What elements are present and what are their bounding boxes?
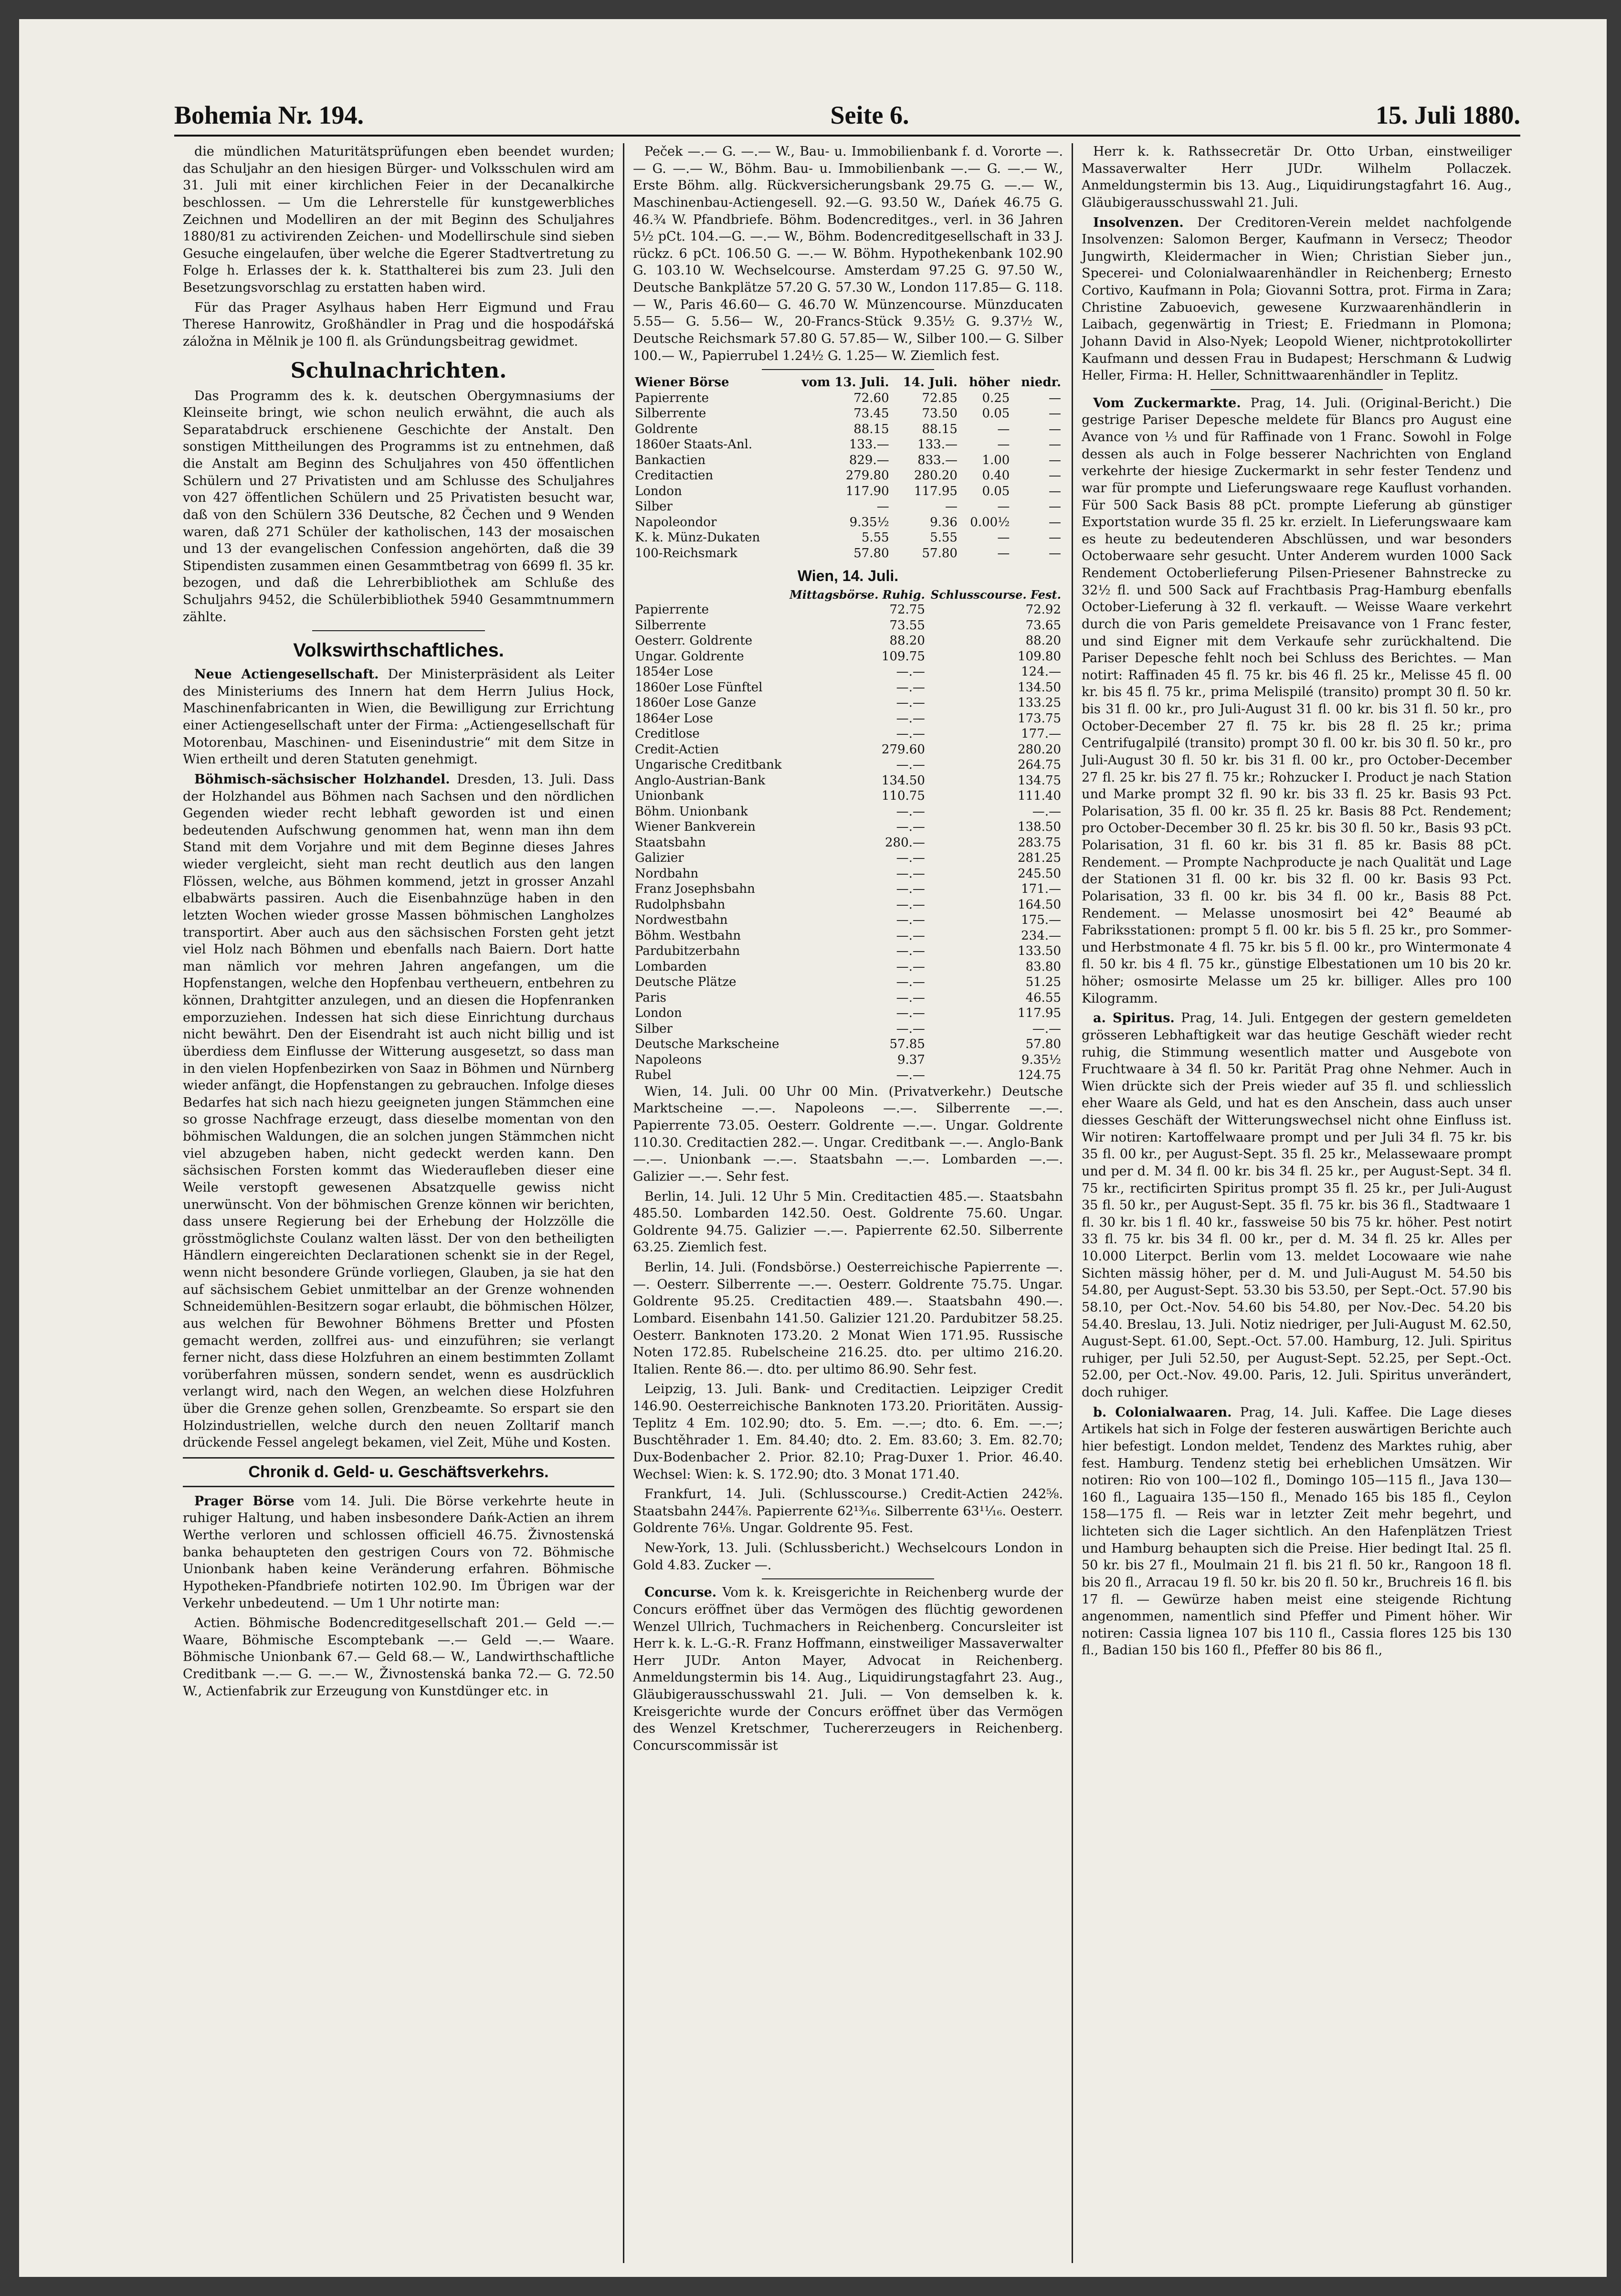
row-value: —.— (896, 1006, 925, 1021)
paragraph (1082, 214, 1512, 384)
table-row (633, 618, 1063, 634)
row-label: Papierrente (635, 391, 709, 405)
row-value: — (997, 422, 1010, 436)
table-row (633, 499, 1063, 515)
column-header: Mittagsbörse. Ruhig. (789, 588, 925, 602)
row-value: — (1049, 468, 1061, 483)
column-header: niedr. (1021, 375, 1061, 390)
row-value: 9.35½ (849, 515, 889, 529)
text: Dresden, 13. Juli. Dass der Holzhandel aus Böhmen nach Sachsen und den nördlichen Gegenden wieder recht lebhaft geworden ist und einen bedeutenden Aufschwung genommen hat, wenn man ihn dem Stand mit dem Vorjahre und mit dem Beginne dieses Jahres wieder vergleicht, sieht man recht deutlich aus den langen Flössen, welche, aus Böhmen kommend, jetzt in grosser Anzahl elbabwärts passiren. Auch die Eisenbahnzüge haben in den letzten Wochen wieder grosse Massen böhmischen Langholzes transportirt. Aber auch aus den sächsischen Forsten geht jetzt viel Holz nach Böhmen und ebenfalls nach Baiern. Dort hatte man nämlich vor mehren Jahren angefangen, um die Hopfenstangen, welche den Hopfenbau vertheuern, entbehren zu können, Drahtgitter anzulegen, und an diesen die Hopfenranken emporzuziehen. Indessen hat sich diese Einrichtung durchaus nicht bewährt. Den der Eisendraht ist auch nicht billig und ist überdiess dem Einflusse der Witterung ausgesetzt, so dass man in den vielen Hopfenbezirken von Saaz in Böhmen und Nürnberg wieder anfängt, die Hopfenstangen zu gebrauchen. Infolge dieses Bedarfes hat sich nach hiezu geeigneten jungen Stämmchen eine so grosse Nachfrage erzeugt, dass dieselbe momentan von den böhmischen Waldungen, die an solchen jungen Stämmchen nicht viel abzugeben haben, nicht gedeckt werden kann. Den sächsischen Forsten kommt das Wiederaufleben dieser eine Weile verstopft gewesenen Absatzquelle gewiss nicht unerwünscht. Von der böhmischen Grenze können wir berichten, dass unsere Regierung bei der Erhebung der Holzzölle die grösstmöglichste Coulanz walten lässt. Der von den betheiligten Händlern eingereichten Declarationen schenkt sie in der Regel, wenn nicht besondere Gründe vorliegen, Glauben, ja sie hat den auf sächsischem Gebiet unmittelbar an der Grenze wohnenden Schneidemühlen-Besitzern sogar erlaubt, die böhmischen Hölzer, aus welchen für Bewohner Böhmens Bretter und Pfosten gemacht werden, zollfrei aus- und einzuführen; sie verlangt ferner nicht, dass diese Holzfuhren an einem bestimmten Zollamt vorüberfahren müssen, sondern sendet, wenn es ausdrücklich verlangt wird, nach den Wegen, an welchen diese Holzfuhren über die Grenze gehen sollen, Grenzbeamte. So erspart sie den Holzindustriellen, welche durch den neuen Zolltarif manch drückende Fessel angelegt bekamen, viel Zeit, Mühe und Kosten. (183, 772, 614, 1450)
wien-title: Wien, 14. Juli. (797, 567, 899, 585)
table-row (633, 974, 1063, 990)
row-value: — (945, 499, 958, 514)
header-center: Seite 6. (830, 101, 909, 129)
row-value: 73.55 (889, 618, 925, 633)
row-label: Nordwestbahn (635, 913, 728, 928)
row-value: — (997, 499, 1010, 514)
row-value: 0.25 (982, 391, 1010, 405)
row-value: 134.50 (881, 773, 925, 788)
row-value: — (1049, 530, 1061, 545)
row-value: 72.60 (853, 391, 889, 405)
row-value: 117.95 (1018, 1006, 1061, 1021)
row-value: 173.75 (1018, 711, 1061, 726)
table-row (633, 437, 1063, 453)
text: Vom k. k. Kreisgerichte in Reichenberg wurde der Concurs eröffnet über das Vermögen des flüchtig gewordenen Wenzel Ullrich, Tuchmachers in Reichenberg. Concursleiter ist Herr k. k. L.-G.-R. Franz Hoffmann, einstweiliger Massaverwalter Herr JUDr. Anton Mayer, Advocat in Reichenberg. Anmeldungstermin bis 14. Aug., Liquidirungstagfahrt 23. Aug., Gläubigerausschusswahl 21. Juli. — Von demselben k. k. Kreisgerichte wurde der Concurs eröffnet über das Vermögen des Wenzel Kretschmer, Tuchererzeugers in Reichenberg. Concurscommissär ist (633, 1585, 1063, 1753)
row-value: 9.35½ (1021, 1052, 1061, 1067)
paragraph: Leipzig, 13. Juli. Bank- und Creditactien. Leipziger Credit 146.90. Oesterreichische Banknoten 173.20. Prioritäten. Aussig-Teplitz 4 Em. 102.90; dto. 5. Em. —.—; dto. 6. Em. —.—; Buschtěhrader 1. Em. 84.40; dto. 2. Em. 83.60; 3. Em. 82.70; Dux-Bodenbacher 2. Prior. 82.10; Prag-Duxer 1. Prior. 46.40. Wechsel: Wien: k. S. 172.90; dto. 3 Monat 171.40. (633, 1382, 1063, 1482)
row-value: —.— (1032, 1021, 1061, 1036)
table-row (633, 928, 1063, 944)
row-value: 9.36 (930, 515, 958, 529)
row-value: — (1049, 453, 1061, 467)
row-value: —.— (896, 804, 925, 819)
column-2 (623, 143, 1072, 2263)
row-value: 72.85 (922, 391, 958, 405)
column-header: vom 13. Juli. (801, 375, 889, 390)
row-value: —.— (896, 882, 925, 897)
row-value: —.— (896, 851, 925, 866)
row-value: 124.75 (1018, 1068, 1061, 1083)
row-value: 134.75 (1018, 773, 1061, 788)
row-value: —.— (896, 1021, 925, 1036)
row-value: 279.80 (845, 468, 889, 483)
paragraph: Berlin, 14. Juli. 12 Uhr 5 Min. Creditactien 485.—. Staatsbahn 485.50. Lombarden 142.50. Oest. Goldrente 75.60. Ungar. Goldrente 94.75. Galizier —.—. Papierrente 62.50. Silberrente 63.25. Ziemlich fest. (633, 1189, 1063, 1255)
row-value: 88.15 (853, 422, 889, 436)
paragraph (633, 1584, 1063, 1754)
row-value: 109.75 (881, 649, 925, 664)
divider (1210, 389, 1382, 390)
table-row (633, 453, 1063, 468)
row-value: 234.— (1021, 928, 1061, 943)
row-value: 280.20 (1018, 742, 1061, 757)
column-header: 14. Juli. (903, 375, 958, 390)
row-value: —.— (896, 959, 925, 974)
row-label: 1864er Lose (635, 711, 713, 726)
column-header: Schlusscourse. Fest. (930, 588, 1061, 602)
table-row (633, 835, 1063, 851)
row-value: —.— (896, 944, 925, 959)
row-value: 833.— (917, 453, 958, 467)
table-row (633, 726, 1063, 742)
paragraph: Actien. Böhmische Bodencreditgesellschaft 201.— Geld —.— Waare, Böhmische Escomptebank —.— Geld —.— Waare. Böhmische Unionbank 67.— Geld 68.— W., Landwirthschaftliche Creditbank —.— G. —.— W., Živnostenská banka 72.— G. 72.50 W., Actienfabrik zur Erzeugung von Kunstdünger etc. in (183, 1616, 614, 1699)
text: Prag, 14. Juli. Kaffee. Die Lage dieses Artikels hat sich in Folge der festeren auswärtigen Berichte auch hier befestigt. London meldet, Tendenz des Marktes ruhig, aber fest. Hamburg. Tendenz stetig bei erheblichen Umsätzen. Wir notiren: Rio von 100—102 fl., Domingo 105—115 fl., Java 130—160 fl., Laguaira 135—150 fl., Menado 165 bis 185 fl., Ceylon 158—175 fl. — Reis war in letzter Zeit mehr begehrt, und lichteten sich die Lager sichtlich. An den Hafenplätzen Triest und Hamburg behaupten sich die Preise. Hier bedingt Ital. 25 fl. 50 kr. bis 27 fl., Moulmain 21 fl. bis 21 fl. 50 kr., Rangoon 18 fl. bis 20 fl., Arracau 19 fl. 50 kr. bis 20 fl. 50 kr., Bruchreis 16 fl. bis 17 fl. — Gewürze haben meist eine steigende Richtung angenommen, namentlich sind Pfeffer und Piment höher. Wir notiren: Cassia lignea 107 bis 110 fl., Cassia flores 125 bis 130 fl., Badian 150 bis 160 fl., Pfeffer 80 bis 86 fl., (1082, 1405, 1512, 1658)
lead-insolvenzen: Insolvenzen. (1093, 215, 1184, 230)
row-label: Staatsbahn (635, 835, 706, 850)
row-value: — (997, 530, 1010, 545)
row-value: 109.80 (1018, 649, 1061, 664)
table-row (633, 819, 1063, 835)
row-value: 280.20 (914, 468, 958, 483)
row-value: —.— (896, 727, 925, 741)
table-row (633, 881, 1063, 897)
header-right: 15. Juli 1880. (1375, 101, 1520, 129)
row-value: 111.40 (1018, 789, 1061, 804)
row-value: 138.50 (1018, 820, 1061, 835)
lead-spiritus: a. Spiritus. (1093, 1011, 1175, 1026)
row-value: 280.— (885, 835, 925, 850)
row-label: Creditactien (635, 468, 714, 483)
row-value: —.— (896, 928, 925, 943)
table-row (633, 912, 1063, 928)
table-row (633, 406, 1063, 422)
row-value: 133.50 (1018, 944, 1061, 959)
row-value: — (1049, 406, 1061, 421)
paragraph (1082, 395, 1512, 1007)
table-row (633, 1068, 1063, 1083)
row-label: Unionbank (635, 789, 704, 804)
table-row (633, 602, 1063, 618)
row-label: Ungarische Creditbank (635, 758, 782, 772)
lead-concurse: Concurse. (644, 1585, 717, 1600)
row-label: 1860er Lose Ganze (635, 696, 757, 710)
row-value: 0.05 (982, 484, 1010, 498)
row-value: —.— (896, 696, 925, 710)
row-value: 133.— (849, 437, 889, 452)
table-row (633, 990, 1063, 1006)
table-row (633, 422, 1063, 437)
row-label: Silber (635, 499, 673, 514)
table-row (633, 546, 1063, 561)
column-1 (174, 143, 623, 2263)
text: Der Creditoren-Verein meldet nachfolgende Insolvenzen: Salomon Berger, Kaufmann in Versecz; Theodor Jungwirth, Kleidermacher in Wien; Christian Sieber jun., Specerei- und Colonialwaarenhändler in Reichenberg; Ernesto Cortivo, Kaufmann in Pola; Giovanni Sottra, prot. Firma in Zara; Christine Zabuoevich, gewesene Kurzwaarenhändlerin in Laibach, gegenwärtig in Triest; E. Friedmann in Plomona; Johann David in Also-Nyek; Leopold Wiener, nichtprotokollirter Kaufmann und dessen Frau in Budapest; Herschmann & Ludwig Heller, Firma: H. Heller, Schnittwaarenhändler in Teplitz. (1082, 215, 1512, 383)
row-label: 1854er Lose (635, 665, 713, 679)
row-value: 51.25 (1025, 975, 1061, 990)
text: Prag, 14. Juli. (Original-Bericht.) Die gestrige Pariser Depesche meldete für Blancs pro August eine Avance von ⅓ und für Raffinade von 1 Franc. Sowohl in Folge dessen als auch in Folge besserer Nachrichten von England verkehrte der hiesige Zuckermarkt in sehr fester Tendenz und war für prompte und Lieferungswaare rege Kauflust vorhanden. Für 500 Sack Basis 88 pCt. prompte Lieferung ab günstiger Exportstation wurde 35 fl. 25 kr. erzielt. In Lieferungswaare kam es heute zu bedeutenderen Abschlüssen, und war besonders Octoberwaare sehr gesucht. Unter Anderem wurden 1000 Sack Rendement Octoberlieferung Pilsen-Priesener Bahnstrecke zu 32½ fl. und 500 Sack auf Frachtbasis Prag-Hamburg ebenfalls October-Lieferung à 32 fl. verkauft. — Weisse Waare verkehrt durch die von Paris gemeldete Preisavance von 1 Franc fester, und sind Eigner mit dem Verkaufe sehr zurückhaltend. Die Pariser Depesche fehlt noch bei Schluss des Berichtes. — Man notirt: Raffinaden 45 fl. 75 kr. bis 46 fl. 25 kr., Melisse 45 fl. 00 kr. bis 45 fl. 75 kr., prima Melispilé (transito) prompt 30 fl. 50 kr. bis 31 fl. 00 kr., pro Juli-August 31 fl. 00 kr. bis 31 fl. 50 kr., pro October-December 27 fl. 75 kr. bis 28 fl. 25 kr.; prima Centrifugalpilé (transito) prompt 30 fl. 00 kr. bis 30 fl. 50 kr., pro Juli-August 30 fl. 50 kr. bis 31 fl. 00 kr., pro October-December 27 fl. 25 kr. bis 27 fl. 75 kr.; Rohzucker I. Product je nach Station und Marke prompt 32 fl. 90 kr. bis 33 fl. 25 kr. Basis 93 Pct. Polarisation, 35 fl. 00 kr. 35 fl. 25 kr. Basis 88 Pct. Rendement; pro October-December 30 fl. 25 kr. bis 30 fl. 50 kr., Basis 93 pCt. Polarisation, 31 fl. 60 kr. bis 31 fl. 85 kr. Basis 88 pCt. Rendement. — Prompte Nachproducte je nach Qualität und Lage der Stationen 31 fl. 00 kr. bis 32 fl. 00 kr. Basis 93 Pct. Polarisation, 33 fl. 00 kr. bis 34 fl. 00 kr., Basis 88 Pct. Rendement. — Melasse unosmosirt bei 42° Beaumé ab Fabriksstationen: prompt 5 fl. 00 kr. bis 5 fl. 25 kr., pro Sommer- und Herbstmonate 4 fl. 75 kr. bis 5 fl. 00 kr., pro Wintermonate 4 fl. 50 kr. bis 4 fl. 75 kr., günstige Elbestationen um 10 bis 20 kr. höher; osmosirte Melasse um 25 kr. billiger. Alles pro 100 Kilogramm. (1082, 395, 1512, 1006)
section-title-chronik: Chronik d. Geld- u. Geschäftsverkehrs. (183, 1457, 614, 1487)
lead-colonialwaaren: b. Colonialwaaren. (1093, 1405, 1232, 1420)
row-value: 57.80 (1025, 1037, 1061, 1052)
paragraph (183, 666, 614, 768)
table-row (633, 1052, 1063, 1068)
table-row (633, 897, 1063, 913)
row-value: 177.— (1021, 727, 1061, 741)
row-label: Pardubitzerbahn (635, 944, 740, 959)
column-header (633, 588, 786, 602)
paragraph (183, 771, 614, 1451)
text: Der Ministerpräsident als Leiter des Ministeriums des Innern hat dem Herrn Julius Hock, Maschinenfabricanten in Wien, die Bewilligung zur Errichtung einer Actiengesellschaft unter der Firma: „Actiengesellschaft für Motorenbau, Maschinen- und Eisenindustrie“ mit dem Sitze in Wien ertheilt und deren Statuten genehmigt. (183, 667, 614, 767)
row-value: 279.60 (881, 742, 925, 757)
row-value: —.— (896, 711, 925, 726)
table-row (633, 1021, 1063, 1037)
row-value: 46.55 (1025, 990, 1061, 1005)
lead-zuckermarkt: Vom Zuckermarkte. (1093, 395, 1241, 411)
row-label: Nordbahn (635, 866, 699, 881)
table-row (633, 391, 1063, 406)
row-value: 88.20 (889, 634, 925, 648)
table-row (633, 695, 1063, 711)
row-label: Anglo-Austrian-Bank (635, 773, 766, 788)
row-value: — (1049, 484, 1061, 498)
row-value: 57.85 (889, 1037, 925, 1052)
divider (762, 369, 934, 370)
row-value: 171.— (1021, 882, 1061, 897)
row-value: 83.80 (1025, 959, 1061, 974)
row-value: 281.25 (1018, 851, 1061, 866)
table-row (633, 742, 1063, 758)
text: Prag, 14. Juli. Entgegen der gestern gemeldeten grösseren Lebhaftigkeit war das heutige Geschäft wieder recht ruhig, die Stimmung wesentlich matter und Ausgebote von Fruchtwaare à 34 fl. 50 kr. Parität Prag ohne Nehmer. Auch in Wien drückte sich der Preis wieder auf 35 fl. und schliesslich eher Waare als Geld, und hat es den Anschein, dass auch unser diesses Geschäft der Witterungswechsel nicht ohne Einfluss ist. Wir notiren: Kartoffelwaare prompt und per Juli 34 fl. 75 kr. bis 35 fl. 00 kr., per August-Sept. 35 fl. 25 kr., Melassewaare prompt und per d. M. 34 fl. 00 kr. bis 34 fl. 25 kr., per August-Sept. 34 fl. 75 kr., rectificirten Spiritus prompt 35 fl. 25 kr., per Juli-August 35 fl. 50 kr., per August-Sept. 35 fl. 75 kr. bis 36 fl., Stadtwaare 1 fl. 30 kr. bis 1 fl. 40 kr., fassweise 50 bis 75 kr. höher. Pest notirt 33 fl. 75 kr. bis 34 fl. 00 kr., per d. M. 34 fl. 25 kr. Alles per 10.000 Literpct. Berlin vom 13. meldet Locowaare wie nahe Sichten mässig höher, per d. M. und Juli-August M. 54.50 bis 54.80, per August-Sept. 53.30 bis 53.50, per Sept.-Oct. 57.90 bis 58.10, per Oct.-Nov. 54.60 bis 54.80, per Nov.-Dec. 54.20 bis 54.40. Breslau, 13. Juli. Notiz niedriger, per Juli-August M. 62.50, August-Sept. 61.00, Sept.-Oct. 57.00. Hamburg, 12. Juli. Spiritus ruhiger, per Juli 52.50, per August-Sept. 52.25, per Sept.-Oct. 52.00, per Oct.-Nov. 49.00. Paris, 12. Juli. Spiritus unverändert, doch ruhiger. (1082, 1011, 1512, 1400)
section-title-schulnachrichten: Schulnachrichten. (290, 358, 507, 383)
row-value: — (1049, 546, 1061, 561)
row-label: Galizier (635, 851, 684, 866)
table-row (633, 804, 1063, 820)
table-row (633, 649, 1063, 665)
page-header (174, 100, 1520, 137)
row-label: London (635, 484, 682, 498)
row-value: 117.90 (845, 484, 889, 498)
row-value: 264.75 (1018, 758, 1061, 772)
paragraph: Wien, 14. Juli. 00 Uhr 00 Min. (Privatverkehr.) Deutsche Marktscheine —.—. Napoleons —.—. Silberrente —.—. Papierrente 73.05. Oesterr. Goldrente —.—. Ungar. Goldrente 110.30. Creditactien 282.—. Ungar. Creditbank —.—. Anglo-Bank —.—. Unionbank —.—. Staatsbahn —.—. Lombarden —.—. Galizier —.—. Sehr fest. (633, 1084, 1063, 1184)
table-row (633, 959, 1063, 975)
row-value: 73.50 (922, 406, 958, 421)
row-value: 110.75 (881, 789, 925, 804)
row-label: Paris (635, 990, 666, 1005)
row-label: Rubel (635, 1068, 672, 1083)
row-value: —.— (896, 897, 925, 912)
column-header: Wiener Börse (635, 375, 729, 390)
table-row (633, 664, 1063, 680)
row-label: Silberrente (635, 618, 706, 633)
row-value: 0.00½ (970, 515, 1010, 529)
table-header-row (633, 375, 1063, 391)
table-row (633, 788, 1063, 804)
row-value: 133.25 (1018, 696, 1061, 710)
newspaper-page (19, 19, 1607, 2277)
row-value: 9.37 (897, 1052, 925, 1067)
table-row (633, 680, 1063, 696)
row-value: —.— (896, 665, 925, 679)
table-row (633, 515, 1063, 530)
table-row (633, 757, 1063, 773)
columns (174, 143, 1520, 2263)
row-label: Papierrente (635, 603, 709, 617)
row-value: 283.75 (1018, 835, 1061, 850)
row-label: Böhm. Unionbank (635, 804, 748, 819)
row-label: Creditlose (635, 727, 700, 741)
table-row (633, 1005, 1063, 1021)
row-value: — (1049, 437, 1061, 452)
paragraph: New-York, 13. Juli. (Schlussbericht.) Wechselcours London in Gold 4.83. Zucker —. (633, 1541, 1063, 1573)
wiener-boerse-table (633, 375, 1063, 561)
paragraph: Herr k. k. Rathssecretär Dr. Otto Urban, einstweiliger Massaverwalter Herr JUDr. Wilhelm Pollaczek. Anmeldungstermin bis 13. Aug., Liquidirungstagfahrt 16. Aug., Gläubigerausschusswahl 21. Juli. (1082, 144, 1512, 210)
row-value: 164.50 (1018, 897, 1061, 912)
lead-holzhandel: Böhmisch-sächsischer Holzhandel. (194, 772, 450, 787)
row-label: Lombarden (635, 959, 707, 974)
row-label: Napoleons (635, 1052, 702, 1067)
row-value: —.— (896, 758, 925, 772)
row-label: Silber (635, 1021, 673, 1036)
table-row (633, 468, 1063, 484)
row-value: —.— (896, 820, 925, 835)
paragraph (1082, 1010, 1512, 1401)
table-row (633, 866, 1063, 882)
column-3 (1072, 143, 1520, 2263)
row-value: —.— (896, 680, 925, 695)
table-row (633, 850, 1063, 866)
row-value: 88.20 (1025, 634, 1061, 648)
row-value: 134.50 (1018, 680, 1061, 695)
divider (762, 1578, 934, 1579)
row-value: 5.55 (930, 530, 958, 545)
row-label: 100-Reichsmark (635, 546, 737, 561)
lead-prager-boerse: Prager Börse (194, 1493, 295, 1509)
row-label: Oesterr. Goldrente (635, 634, 753, 648)
row-value: —.— (896, 1068, 925, 1083)
row-value: 175.— (1021, 913, 1061, 928)
paragraph: Für das Prager Asylhaus haben Herr Eigmund und Frau Therese Hanrowitz, Großhändler in Prag und die hospodářská záložna in Mělnik je 100 fl. als Gründungsbeitrag gewidmet. (183, 300, 614, 349)
row-label: Credit-Actien (635, 742, 719, 757)
row-label: 1860er Lose Fünftel (635, 680, 763, 695)
row-value: —.— (896, 866, 925, 881)
row-value: 1.00 (982, 453, 1010, 467)
row-value: —.— (896, 975, 925, 990)
divider (312, 630, 485, 631)
table-row (633, 711, 1063, 727)
section-title-volkswirthschaft: Volkswirthschaftliches. (293, 640, 504, 661)
row-label: K. k. Münz-Dukaten (635, 530, 760, 545)
row-value: —.— (896, 913, 925, 928)
row-value: — (1049, 515, 1061, 529)
table-row (633, 530, 1063, 546)
row-label: Bankactien (635, 453, 706, 467)
lead-actiengesellschaft: Neue Actiengesellschaft. (194, 667, 379, 682)
row-value: —.— (1032, 804, 1061, 819)
row-value: 124.— (1021, 665, 1061, 679)
row-value: — (1049, 422, 1061, 436)
row-value: — (997, 437, 1010, 452)
row-value: 73.45 (853, 406, 889, 421)
row-label: Rudolphsbahn (635, 897, 726, 912)
text: vom 14. Juli. Die Börse verkehrte heute in ruhiger Haltung, und haben insbesondere Dańk-Actien an ihrem Werthe verloren und schlossen officiell 46.75. Živnostenská banka behaupteten den gestrigen Cours von 72. Böhmische Unionbank haben keine Veränderung erfahren. Böhmische Hypotheken-Pfandbriefe notirten 102.90. Im Übrigen war der Verkehr unbedeutend. — Um 1 Uhr notirte man: (183, 1493, 614, 1611)
row-label: Deutsche Markscheine (635, 1037, 779, 1052)
table-row (633, 633, 1063, 649)
paragraph: Berlin, 14. Juli. (Fondsbörse.) Oesterreichische Papierrente —.—. Oesterr. Silberrente —.—. Oesterr. Goldrente 75.75. Ungar. Goldrente 95.25. Creditactien 489.—. Staatsbahn 490.—. Lombard. Eisenbahn 141.50. Galizier 121.20. Pardubitzer 58.25. Oesterr. Banknoten 173.20. 2 Monat Wien 171.95. Russische Noten 172.85. Rubelscheine 216.25. dto. per ultimo 216.20. Italien. Rente 86.—. dto. per ultimo 86.90. Sehr fest. (633, 1260, 1063, 1377)
row-value: 0.40 (982, 468, 1010, 483)
table-row (633, 943, 1063, 959)
row-value: — (1049, 499, 1061, 514)
row-label: London (635, 1006, 682, 1021)
paragraph: Das Programm des k. k. deutschen Obergymnasiums der Kleinseite bringt, wie schon neulich erwähnt, die auch als Separatabdruck erschienene Geschichte der Anstalt. Den sonstigen Mittheilungen des Programms ist zu entnehmen, daß die Anstalt am Beginn des Schuljahres von 450 öffentlichen Schülern und 27 Privatisten und am Schlusse des Schuljahres von 427 öffentlichen Schülern und 25 Privatisten besucht war, daß von den Schülern 336 Deutsche, 82 Čechen und 9 Wenden waren, daß 271 Schüler der katholischen, 143 der mosaischen und 13 der evangelischen Confession angehörten, daß die 39 Stipendisten zusammen einen Gesammtbetrag von 6699 fl. 35 kr. bezogen, und daß die Lehrerbibliothek am Schluße des Schuljahrs 9452, die Schülerbibliothek 5940 Gesammtnummern zählte. (183, 388, 614, 624)
row-label: Silberrente (635, 406, 706, 421)
paragraph: Peček —.— G. —.— W., Bau- u. Immobilienbank f. d. Vororte —.— G. —.— W., Böhm. Bau- u. Immobilienbank —.— G. —.— W., Erste Böhm. allg. Rückversicherungsbank 29.75 G. —.— W., Maschinenbau-Actiengesell. 92.—G. 93.50 W., Dańek 46.75 G. 46.¾ W. Pfandbriefe. Böhm. Bodencreditges., verl. in 36 Jahren 5½ pCt. 104.—G. —.— W., Böhm. Bodencreditgesellschaft in 33 J. rückz. 6 pCt. 106.50 G. —.— W. Böhm. Hypothekenbank 102.90 G. 103.10 W. Wechselcourse. Amsterdam 97.25 G. 97.50 W., Deutsche Bankplätze 57.20 G. 57.30 W., London 117.85— G. 118.— W., Paris 46.60— G. 46.70 W. Münzencourse. Münzducaten 5.55— G. 5.56— W., 20-Francs-Stück 9.35½ G. 9.37½ W., Deutsche Reichsmark 57.80 G. 57.85— W., Silber 100.— G. Silber 100.— W., Papierrubel 1.24½ G. 1.25— W. Ziemlich fest. (633, 144, 1063, 363)
row-value: 829.— (849, 453, 889, 467)
row-value: 57.80 (922, 546, 958, 561)
table-row (633, 1037, 1063, 1052)
row-value: 88.15 (922, 422, 958, 436)
row-value: — (997, 546, 1010, 561)
row-label: Böhm. Westbahn (635, 928, 741, 943)
row-label: Franz Josephsbahn (635, 882, 755, 897)
paragraph: Frankfurt, 14. Juli. (Schlusscourse.) Credit-Actien 242⅝. Staatsbahn 244⅞. Papierrente 62¹³⁄₁₆. Silberrente 63¹¹⁄₁₆. Oesterr. Goldrente 76⅛. Ungar. Goldrente 95. Fest. (633, 1487, 1063, 1536)
row-value: 57.80 (853, 546, 889, 561)
row-label: Napoleondor (635, 515, 717, 529)
row-value: 72.75 (889, 603, 925, 617)
header-left: Bohemia Nr. 194. (174, 101, 364, 129)
wien-course-table (633, 588, 1063, 1083)
row-value: 245.50 (1018, 866, 1061, 881)
row-value: —.— (896, 990, 925, 1005)
row-value: 133.— (917, 437, 958, 452)
row-label: Ungar. Goldrente (635, 649, 744, 664)
row-label: 1860er Staats-Anl. (635, 437, 753, 452)
row-value: 72.92 (1025, 603, 1061, 617)
column-header: höher (968, 375, 1010, 390)
row-label: Deutsche Plätze (635, 975, 737, 990)
row-label: Wiener Bankverein (635, 820, 756, 835)
row-value: 5.55 (861, 530, 889, 545)
row-value: — (1049, 391, 1061, 405)
table-row (633, 773, 1063, 789)
paragraph (183, 1493, 614, 1612)
row-label: Goldrente (635, 422, 698, 436)
row-value: 117.95 (914, 484, 958, 498)
row-value: 0.05 (982, 406, 1010, 421)
row-value: 73.65 (1025, 618, 1061, 633)
paragraph: die mündlichen Maturitätsprüfungen eben beendet wurden; das Schuljahr an den hiesigen Bürger- und Volksschulen wird am 31. Juli mit einer kirchlichen Feier in der Decanalkirche beschlossen. — Um die Lehrerstelle für kunstgewerbliches Zeichnen und Modelliren an der mit Beginn des Schuljahres 1880/81 zu activirenden Zeichen- und Modellirschule sind sieben Gesuche eingelaufen, über welche die Egerer Stadtvertretung zu Folge h. Erlasses der k. k. Statthalterei bis zum 23. Juli den Besetzungsvorschlag zu erstatten haben wird. (183, 144, 614, 295)
table-header-row (633, 588, 1063, 602)
paragraph (1082, 1404, 1512, 1659)
table-row (633, 484, 1063, 499)
row-value: — (876, 499, 889, 514)
